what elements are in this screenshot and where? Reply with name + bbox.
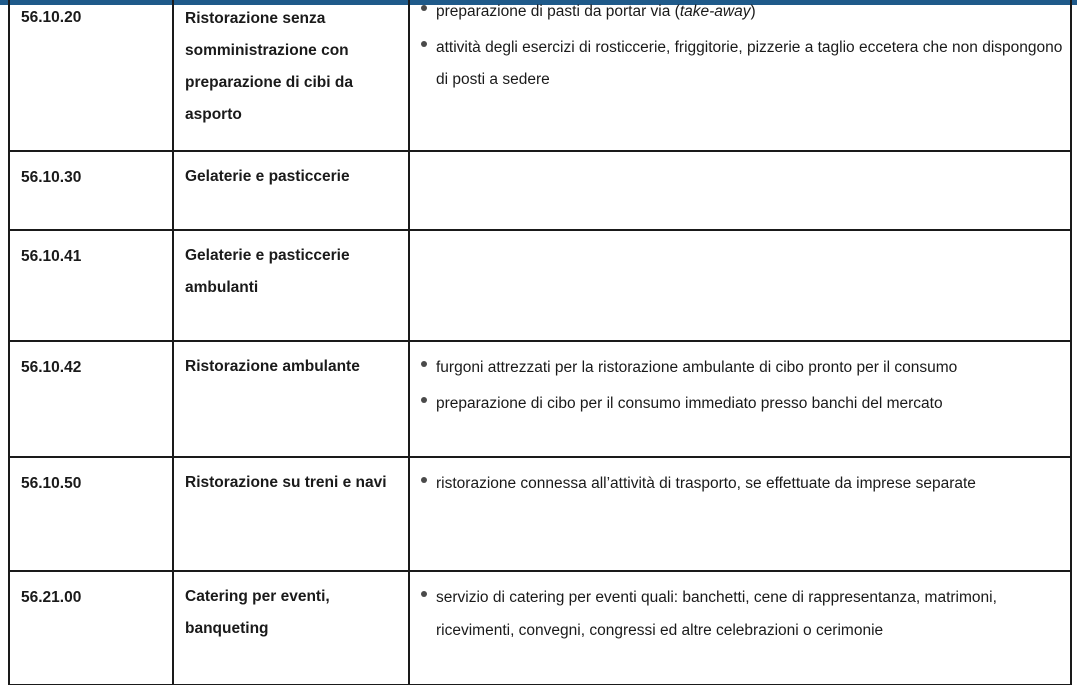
activity-description-cell: [409, 0, 1071, 151]
bullet-icon: [421, 41, 427, 47]
activity-title: Gelaterie e pasticcerie ambulanti: [185, 247, 350, 296]
activity-title-cell: [173, 341, 409, 457]
bullet-text: servizio di catering per eventi quali: banchetti, cene di rappresentanza, matrimoni, ricevimenti, convegni, congressi ed altre celebrazioni o cerimonie: [436, 589, 997, 639]
ateco-code-cell: [9, 457, 173, 571]
activity-description-cell: [409, 151, 1071, 230]
bullet-text: attività degli esercizi di rosticcerie, friggitorie, pizzerie a taglio eccetera che non dispongono di posti a sedere: [436, 38, 1063, 88]
ateco-code: 56.10.42: [21, 359, 82, 376]
bullet-text: preparazione di pasti da portar via (: [436, 3, 680, 20]
list-item: [420, 32, 1066, 97]
list-item: [420, 352, 1066, 385]
activity-title: Ristorazione ambulante: [185, 358, 360, 375]
description-list: [420, 582, 1066, 647]
ateco-code: 56.10.41: [21, 248, 82, 265]
activity-description-cell: [409, 341, 1071, 457]
table-row: [9, 0, 1071, 151]
activity-title: Gelaterie e pasticcerie: [185, 168, 350, 185]
activity-description-cell: [409, 457, 1071, 571]
ateco-codes-table: [8, 0, 1072, 685]
activity-title-cell: [173, 230, 409, 341]
ateco-code-cell: [9, 571, 173, 685]
list-item: [420, 468, 1066, 501]
activity-title-cell: [173, 0, 409, 151]
table-row: [9, 457, 1071, 571]
bullet-text-suffix: ): [750, 3, 756, 20]
activity-title-cell: [173, 457, 409, 571]
description-list: [420, 352, 1066, 420]
bullet-icon: [421, 361, 427, 367]
activity-title: Ristorazione su treni e navi: [185, 474, 387, 491]
ateco-code: 56.10.20: [21, 9, 82, 26]
bullet-italic-text: take-away: [679, 3, 751, 20]
ateco-code: 56.21.00: [21, 589, 82, 606]
ateco-code-cell: [9, 230, 173, 341]
ateco-code: 56.10.30: [21, 169, 82, 186]
ateco-code: 56.10.50: [21, 475, 82, 492]
table-row: [9, 151, 1071, 230]
activity-description-cell: [409, 571, 1071, 685]
ateco-code-cell: [9, 0, 173, 151]
table-row: [9, 230, 1071, 341]
activity-title: Ristorazione senza somministrazione con preparazione di cibi da asporto: [185, 10, 353, 123]
list-item: [420, 388, 1066, 421]
list-item: [420, 0, 1066, 29]
bullet-icon: [421, 397, 427, 403]
activity-title: Catering per eventi, banqueting: [185, 588, 330, 637]
bullet-text: ristorazione connessa all’attività di trasporto, se effettuate da imprese separate: [436, 475, 976, 492]
activity-title-cell: [173, 571, 409, 685]
bullet-icon: [421, 5, 427, 11]
ateco-code-cell: [9, 341, 173, 457]
bullet-text: preparazione di cibo per il consumo immediato presso banchi del mercato: [436, 394, 943, 412]
description-list: [420, 0, 1066, 97]
activity-description-cell: [409, 230, 1071, 341]
ateco-code-cell: [9, 151, 173, 230]
activity-title-cell: [173, 151, 409, 230]
bullet-text: furgoni attrezzati per la ristorazione ambulante di cibo pronto per il consumo: [436, 359, 958, 376]
table-row: [9, 571, 1071, 685]
table-row: [9, 341, 1071, 457]
description-list: [420, 468, 1066, 501]
bullet-icon: [421, 591, 427, 597]
bullet-icon: [421, 477, 427, 483]
list-item: [420, 582, 1066, 647]
